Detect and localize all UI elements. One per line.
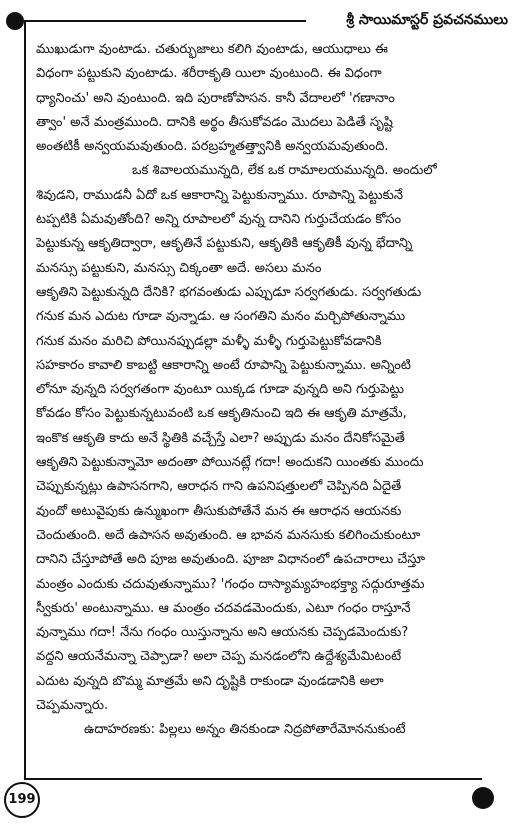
- text-line: వుందో అటువైపుకు ఉన్ముఖంగా తీసుకుపోతేనే మన ఈ ఆరాధన ఆయనకు: [36, 503, 402, 519]
- text-line: చెప్పమన్నారు.: [36, 698, 109, 714]
- header-rule: [14, 20, 306, 22]
- text-line: చెందుతుంది. అదే ఉపాసన అవుతుంది. ఆ భావన మనసుకు కలిగించుకుంటూ: [36, 527, 421, 543]
- text-line: వున్నాము గదా! నేను గంధం యిస్తున్నాను అని ఆయనకు చెప్పడమెందుకు?: [36, 625, 409, 641]
- text-line: పెట్టుకున్న ఆకృతిద్వారా, ఆకృతినే పట్టుకుని, ఆకృతికి ఆకృతికీ వున్న భేదాన్ని: [36, 236, 413, 252]
- text-line: ముఖుడుగా వుంటాడు. చతుర్భుజాలు కలిగి వుంటాడు, ఆయుధాలు ఈ: [36, 42, 388, 57]
- text-line: ఇంకొక ఆకృతి కాదు అనే స్థితికి వచ్చేస్తే ఎలా? అప్పుడు మనం దేనికోసమైతే: [36, 430, 405, 446]
- text-line: ఎదుట వున్నది బొమ్మ మాత్రమే అని దృష్టికి రాకుండా వుండడానికి అలా: [36, 673, 384, 689]
- left-margin-rule: [24, 20, 26, 779]
- text-line: త్వాం' అనే మంత్రముంది. దానికి అర్థం తీసుకోవడం మొదలు పెడితే సృష్టి: [36, 114, 393, 130]
- text-line: శివుడని, రాముడనీ ఏదో ఒక ఆకారాన్ని పెట్టుకున్నాము. రూపాన్ని పెట్టుకునే: [36, 187, 403, 203]
- text-line: స్వీకురు' అంటున్నాము. ఆ మంత్రం చదవడమెందుకు, ఎటూ గంధం రాస్తూనే: [36, 600, 411, 616]
- text-line: గనుక మనం మరిచి పోయినప్పుడల్లా మళ్ళీ మళ్ళీ గుర్తుపెట్టుకోవడానికి: [36, 333, 382, 349]
- running-header-title: శ్రీ సాయిమాస్టర్ ప్రవచనములు: [346, 12, 508, 28]
- text-line: వద్దని ఆయనేమన్నా చెప్పాడా? అలా చెప్ప మనడంలోని ఉద్దేశ్యమేమిటంటే: [36, 649, 402, 665]
- page-number-badge: 199: [4, 782, 40, 818]
- text-line: మంత్రం ఎందుకు చదువుతున్నాము? 'గంధం దాస్యామ్యహంభక్త్యా సద్గురూత్తమ: [36, 576, 425, 592]
- text-line: మనస్సు పట్టుకుని, మనస్సు చిక్కంతా అదే. అసలు మనం: [36, 260, 322, 276]
- page-body: [36, 38, 484, 743]
- paragraph-start-line: ఉదాహరణకు: పిల్లలు అన్నం తినకుండా నిద్రపోతారేమోననుకుంటే: [84, 722, 406, 738]
- footer-ornament-dot: [472, 787, 494, 809]
- text-line: టప్పటికి ఏమవుతోంది? అన్ని రూపాలలో వున్న దానిని గుర్తుచేయడం కోసం: [36, 212, 402, 228]
- text-line: గనుక మన ఎదుట గూడా వున్నాడు. ఆ సంగతిని మనం మర్చిపోతున్నాము: [36, 309, 406, 325]
- footer-rule: [24, 778, 482, 780]
- text-line: సహకారం కావాలి కాబట్టి ఆకారాన్ని అంటే రూపాన్ని పెట్టుకున్నాము. అన్నింటి: [36, 357, 411, 373]
- text-line: విధంగా పట్టుకుని వుంటాడు. శరీరాకృతి యిలా వుంటుంది. ఈ విధంగా: [36, 66, 382, 82]
- text-line: ఆకృతిని పెట్టుకున్నామో అదంతా పోయినట్లే గదా! అందుకని యింతకు ముందు: [36, 455, 424, 471]
- text-line: అంతటికీ అన్వయమవుతుంది. పరబ్రహ్మతత్త్వానికి అన్వయమవుతుంది.: [36, 139, 389, 155]
- text-line: ధ్యానించు' అని వుంటుంది. ఇది పురాణోపాసన. కానీ వేదాలలో 'గణానాం: [36, 90, 395, 106]
- text-line: చెప్పుకున్నట్లు ఉపాసనగాని, ఆరాధన గాని ఉపనిషత్తులలో చెప్పినది ఏదైతే: [36, 479, 402, 495]
- text-line: దానిని చేస్తూపోతే అది పూజ అవుతుంది. పూజా విధానంలో ఉపచారాలు చేస్తూ: [36, 552, 426, 568]
- text-line: ఆకృతిని పెట్టుకున్నది దేనికి? భగవంతుడు ఎప్పుడూ సర్వగతుడు. సర్వగతుడు: [36, 284, 422, 300]
- text-line: లోనూ వున్నది సర్వగతంగా వుంటూ యిక్కడ గూడా వున్నది అని గుర్తుపెట్టు: [36, 382, 405, 398]
- text-line: కోవడం కోసం పెట్టుకున్నటువంటి ఒక ఆకృతినుంచి ఇది ఈ ఆకృతి మాత్రమే,: [36, 406, 407, 422]
- paragraph-start-line: ఒక శివాలయమున్నది, లేక ఒక రామాలయమున్నది. అందులో: [132, 163, 437, 179]
